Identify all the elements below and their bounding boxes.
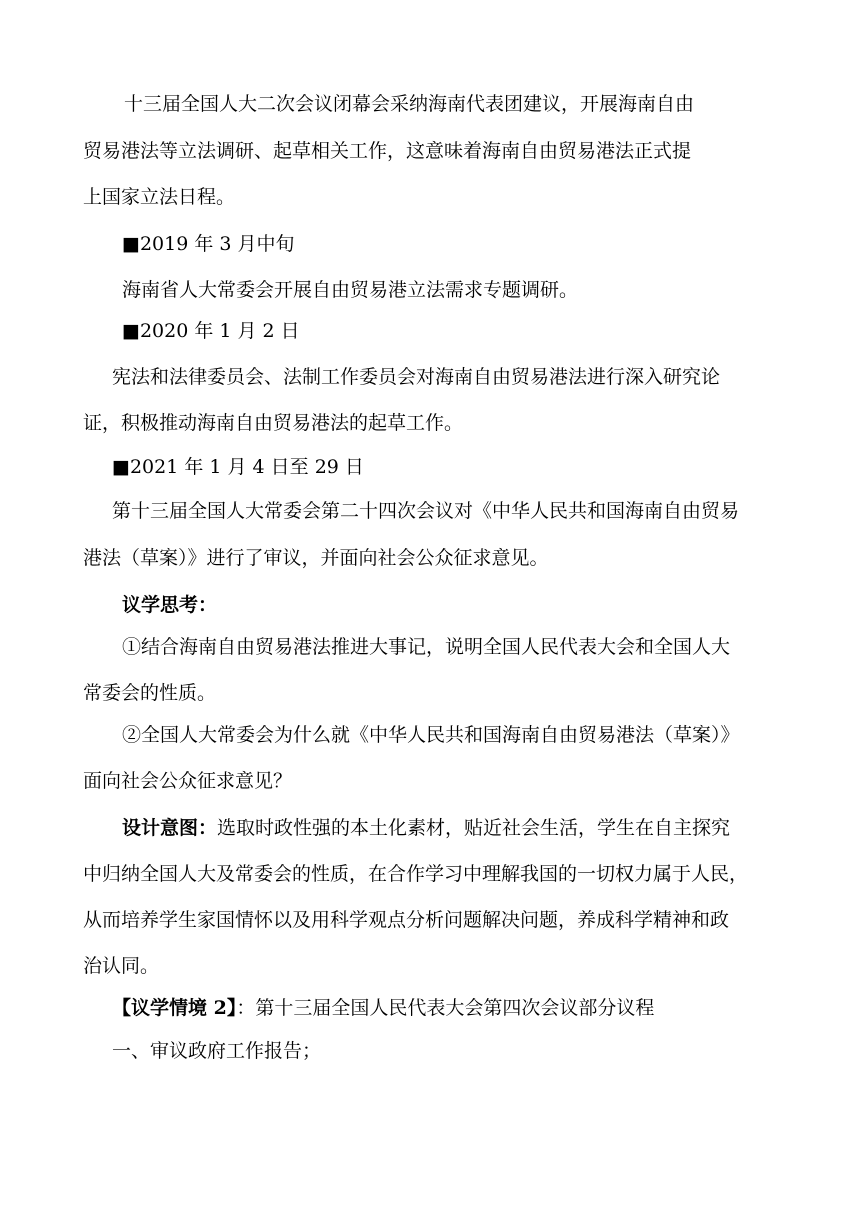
design-intent-line: 中归纳全国人大及常委会的性质，在合作学习中理解我国的一切权力属于人民， — [83, 863, 749, 885]
timeline-date: ■2020 年 1 月 2 日 — [122, 320, 300, 342]
paragraph-line: 第十三届全国人大常委会第二十四次会议对《中华人民共和国海南自由贸易 — [112, 500, 740, 522]
timeline-date: ■2019 年 3 月中旬 — [122, 233, 295, 255]
design-intent-label: 设计意图： — [122, 817, 218, 839]
paragraph-line: 宪法和法律委员会、法制工作委员会对海南自由贸易港法进行深入研究论 — [112, 366, 721, 388]
paragraph-line: 证，积极推动海南自由贸易港法的起草工作。 — [83, 412, 464, 434]
timeline-date: ■2021 年 1 月 4 日至 29 日 — [112, 456, 364, 478]
design-intent-text: 选取时政性强的本土化素材，贴近社会生活，学生在自主探究 — [217, 817, 731, 839]
question-line: 常委会的性质。 — [83, 682, 217, 704]
question-line: ①结合海南自由贸易港法推进大事记，说明全国人民代表大会和全国人大 — [122, 636, 731, 658]
paragraph-line: 港法（草案）》进行了审议，并面向社会公众征求意见。 — [83, 547, 549, 569]
paragraph-line: 十三届全国人大二次会议闭幕会采纳海南代表团建议，开展海南自由 — [124, 93, 695, 115]
agenda-item: 一、审议政府工作报告； — [112, 1040, 322, 1062]
design-intent-line: 从而培养学生家国情怀以及用科学观点分析问题解决问题，养成科学精神和政 — [83, 909, 730, 931]
paragraph-line: 上国家立法日程。 — [83, 186, 236, 208]
design-intent-line: 治认同。 — [83, 955, 160, 977]
question-line: ②全国人大常委会为什么就《中华人民共和国海南自由贸易港法（草案）》 — [122, 724, 740, 746]
situation-label: 【议学情境 2】 — [112, 997, 237, 1019]
question-line: 面向社会公众征求意见？ — [83, 770, 293, 792]
design-intent-line — [122, 816, 730, 840]
paragraph-line: 贸易港法等立法调研、起草相关工作，这意味着海南自由贸易港法正式提 — [83, 140, 692, 162]
situation-text: ：第十三届全国人民代表大会第四次会议部分议程 — [236, 997, 655, 1019]
section-heading: 议学思考： — [122, 594, 218, 616]
situation-heading — [112, 996, 654, 1020]
paragraph-line: 海南省人大常委会开展自由贸易港立法需求专题调研。 — [122, 279, 579, 301]
